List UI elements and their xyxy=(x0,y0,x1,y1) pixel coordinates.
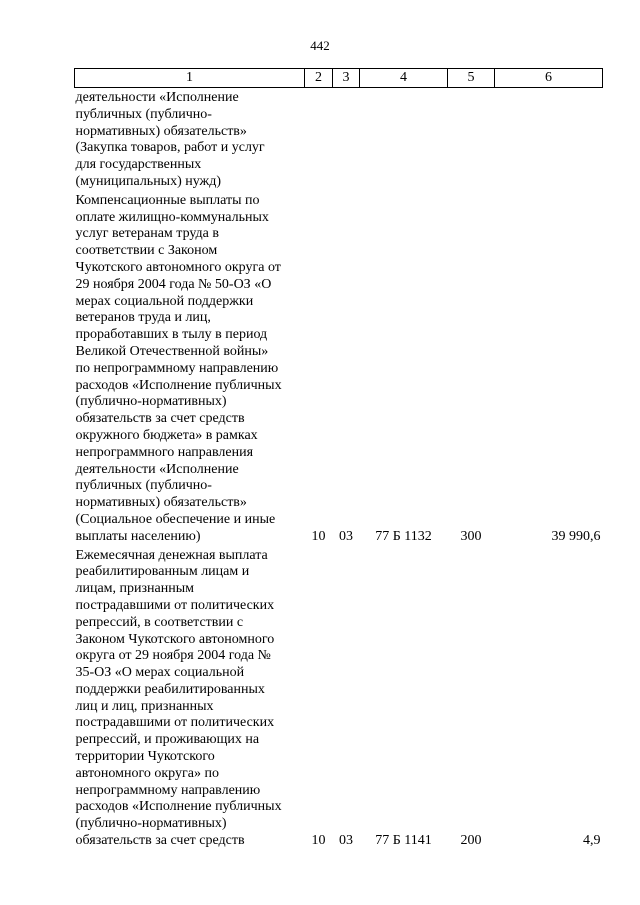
row-expense-type: 200 xyxy=(460,833,482,849)
description-line: реабилитированным лицам и xyxy=(75,564,250,580)
description-line: пострадавшими от политических xyxy=(75,597,275,613)
description-line: обязательств за счет средств xyxy=(75,833,245,849)
description-line: мерах социальной поддержки xyxy=(75,293,254,309)
row-amount: 39 990,6 xyxy=(551,528,601,544)
budget-table xyxy=(74,68,603,850)
table-row xyxy=(75,88,603,191)
description-line: автономного округа» по xyxy=(75,765,219,781)
row-target-article xyxy=(360,88,448,191)
description-line: соответствии с Законом xyxy=(75,243,218,259)
description-line: оплате жилищно-коммунальных xyxy=(75,209,269,225)
description-line: непрограммному направлению xyxy=(75,782,261,798)
description-line: проработавших в тылу в период xyxy=(75,327,268,343)
description-line: Компенсационные выплаты по xyxy=(75,192,260,208)
description-line: публичных (публично- xyxy=(75,478,212,494)
table-row xyxy=(75,191,603,546)
description-line: деятельности «Исполнение xyxy=(75,461,239,477)
row-section xyxy=(305,88,333,191)
row-section: 10 xyxy=(311,528,326,544)
description-line: репрессий, и проживающих на xyxy=(75,732,260,748)
description-line: (публично-нормативных) xyxy=(75,816,227,832)
row-section: 10 xyxy=(311,833,326,849)
description-line: ветеранов труда и лиц, xyxy=(75,310,211,326)
description-line: лицам, признанным xyxy=(75,581,195,597)
description-line: деятельности «Исполнение xyxy=(75,90,239,105)
table-header xyxy=(75,69,603,88)
description-line: услуг ветеранам труда в xyxy=(75,226,219,242)
row-description xyxy=(75,546,305,850)
row-amount: 4,9 xyxy=(583,833,601,849)
description-line: Чукотского автономного округа от xyxy=(75,259,281,275)
description-line: лиц и лиц, признанных xyxy=(75,698,214,714)
description-line: расходов «Исполнение публичных xyxy=(75,377,282,393)
page-number: 442 xyxy=(310,38,330,53)
description-line: поддержки реабилитированных xyxy=(75,681,265,697)
header-col-2: 2 xyxy=(305,69,333,88)
row-target-article: 77 Б 1132 xyxy=(375,528,432,544)
header-row xyxy=(75,69,603,88)
row-description xyxy=(75,191,305,546)
table-row xyxy=(75,546,603,850)
table-body xyxy=(75,88,603,850)
description-line: для государственных xyxy=(75,157,202,173)
description-line: публичных (публично- xyxy=(75,106,212,122)
header-col-1: 1 xyxy=(75,69,305,88)
description-line: Законом Чукотского автономного xyxy=(75,631,275,647)
row-expense-type xyxy=(448,88,495,191)
description-line: репрессий, в соответствии с xyxy=(75,614,244,630)
description-line: расходов «Исполнение публичных xyxy=(75,799,282,815)
header-col-6: 6 xyxy=(495,69,603,88)
description-line: выплаты населению) xyxy=(75,528,201,544)
description-line: (публично-нормативных) xyxy=(75,394,227,410)
description-line: 35-ОЗ «О мерах социальной xyxy=(75,665,245,681)
row-description xyxy=(75,88,305,191)
description-line: непрограммного направления xyxy=(75,444,254,460)
row-target-article: 77 Б 1141 xyxy=(375,833,432,849)
description-line: (Закупка товаров, работ и услуг xyxy=(75,140,265,156)
description-line: нормативных) обязательств» xyxy=(75,495,247,511)
description-line: (муниципальных) нужд) xyxy=(75,173,222,189)
row-subsection: 03 xyxy=(339,528,353,544)
description-line: по непрограммному направлению xyxy=(75,360,279,376)
description-line: окружного бюджета» в рамках xyxy=(75,427,258,443)
header-col-3: 3 xyxy=(333,69,360,88)
description-line: Великой Отечественной войны» xyxy=(75,343,269,359)
row-subsection: 03 xyxy=(339,833,353,849)
description-line: пострадавшими от политических xyxy=(75,715,275,731)
row-expense-type: 300 xyxy=(460,528,482,544)
description-line: 29 ноября 2004 года № 50-ОЗ «О xyxy=(75,276,272,292)
header-col-4: 4 xyxy=(360,69,448,88)
description-line: обязательств за счет средств xyxy=(75,411,245,427)
description-line: округа от 29 ноября 2004 года № xyxy=(75,648,271,664)
row-subsection xyxy=(333,88,360,191)
header-col-5: 5 xyxy=(448,69,495,88)
row-amount xyxy=(495,88,603,191)
description-line: Ежемесячная денежная выплата xyxy=(75,547,268,563)
description-line: нормативных) обязательств» xyxy=(75,123,247,139)
description-line: (Социальное обеспечение и иные xyxy=(75,511,276,527)
description-line: территории Чукотского xyxy=(75,749,215,765)
